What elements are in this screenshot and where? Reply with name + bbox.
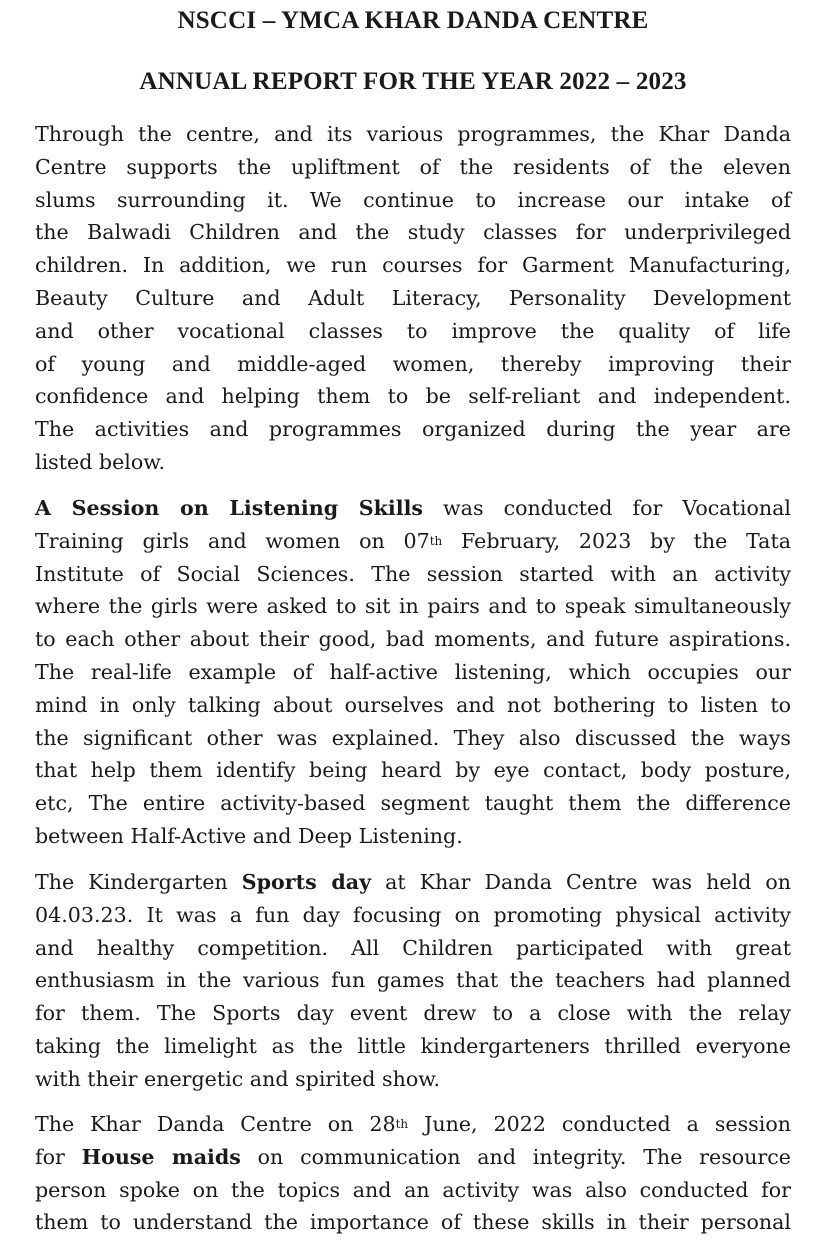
listening-skills-heading: A Session on Listening Skills — [35, 496, 423, 520]
text-line: where the girls were asked to sit in pairs and to speak simultaneously — [35, 594, 791, 619]
text-line: enthusiasm in the various fun games that the teachers had planned — [35, 968, 791, 993]
text-line: slums surrounding it. We continue to increase our intake of — [35, 187, 791, 212]
text-line: with their energetic and spirited show. — [35, 1066, 440, 1091]
text-line: Centre supports the upliftment of the residents of the eleven — [35, 154, 791, 179]
text-line: of young and middle-aged women, thereby improving their — [35, 351, 791, 376]
house-maids-heading: House maids — [81, 1144, 241, 1169]
text-run: at Khar Danda Centre was held on — [371, 870, 792, 894]
text-line: children. In addition, we run courses for Garment Manufacturing, — [35, 253, 791, 278]
text-line: and other vocational classes to improve the quality of life — [35, 318, 791, 343]
text-line: Through the centre, and its various programmes, the Khar Danda — [35, 122, 791, 146]
text-line: The activities and programmes organized during the year are — [35, 417, 791, 442]
text-line: person spoke on the topics and an activity was also conducted for — [35, 1177, 791, 1202]
text-run: June, 2022 conducted a session — [408, 1112, 791, 1136]
text-line: listed below. — [35, 449, 166, 474]
text-line: confidence and helping them to be self-reliant and independent. — [35, 384, 791, 409]
text-line: 04.03.23. It was a fun day focusing on promoting physical activity — [35, 902, 791, 927]
intro-paragraph — [35, 118, 791, 479]
text-line: between Half-Active and Deep Listening. — [35, 823, 463, 848]
sports-day-heading: Sports day — [241, 870, 372, 894]
text-run: The Khar Danda Centre on 28 — [35, 1112, 396, 1136]
text-line: etc, The entire activity-based segment taught them the difference — [35, 791, 791, 816]
text-line: for them. The Sports day event drew to a close with the relay — [35, 1001, 791, 1026]
ordinal-suffix: th — [395, 1117, 409, 1131]
house-maids-paragraph — [35, 1108, 791, 1239]
text-run: for — [35, 1144, 82, 1169]
text-run: The Kindergarten — [35, 870, 242, 894]
page-title: NSCCI – YMCA KHAR DANDA CENTRE — [177, 7, 649, 34]
text-line: them to understand the importance of these skills in their personal — [35, 1210, 791, 1235]
text-line: that help them identify being heard by eye contact, body posture, — [35, 758, 791, 783]
text-line — [35, 1108, 791, 1141]
text-run: Training girls and women on 07 — [35, 528, 430, 553]
text-line — [35, 525, 791, 558]
text-run: February, 2023 by the Tata — [442, 528, 791, 553]
text-run: on communication and integrity. The resource — [240, 1144, 791, 1169]
text-line: Institute of Social Sciences. The session started with an activity — [35, 561, 791, 586]
sports-day-paragraph — [35, 866, 791, 1096]
text-line — [35, 866, 791, 899]
text-line: The real-life example of half-active listening, which occupies our — [35, 659, 791, 684]
text-run: was conducted for Vocational — [423, 496, 791, 520]
text-line — [35, 1141, 791, 1174]
text-line: taking the limelight as the little kindergarteners thrilled everyone — [35, 1033, 791, 1058]
text-line — [35, 492, 791, 525]
text-line: to each other about their good, bad moments, and future aspirations. — [35, 627, 791, 652]
text-line: mind in only talking about ourselves and not bothering to listen to — [35, 692, 791, 717]
text-line: Beauty Culture and Adult Literacy, Personality Development — [35, 285, 791, 310]
ordinal-suffix: th — [429, 533, 443, 548]
text-line: and healthy competition. All Children participated with great — [35, 935, 791, 960]
listening-skills-paragraph — [35, 492, 791, 853]
report-subtitle: ANNUAL REPORT FOR THE YEAR 2022 – 2023 — [139, 68, 687, 95]
text-line: the Balwadi Children and the study classes for underprivileged — [35, 220, 791, 245]
text-line: the significant other was explained. They also discussed the ways — [35, 725, 791, 750]
